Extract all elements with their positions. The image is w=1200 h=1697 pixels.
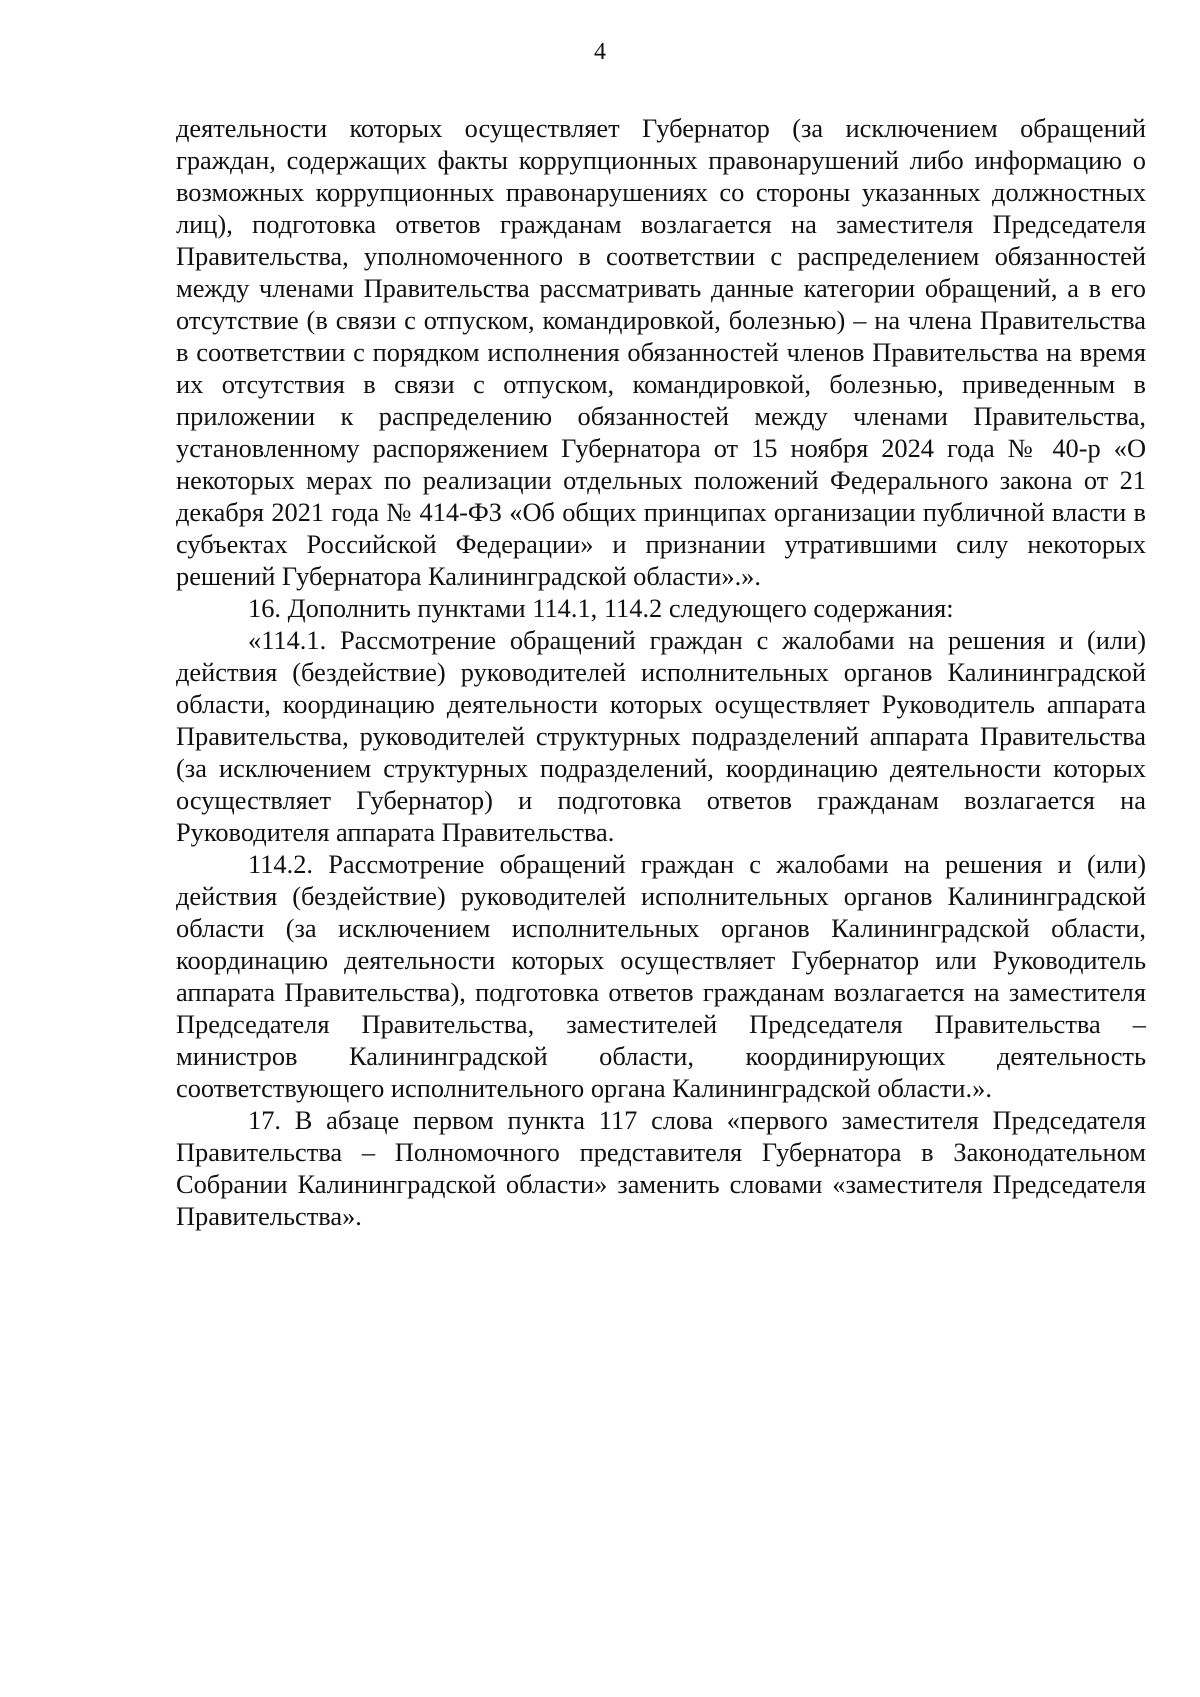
page-number: 4	[594, 39, 606, 65]
document-body	[176, 112, 1146, 1232]
paragraph-item-114-1: «114.1. Рассмотрение обращений граждан с жалобами на решения и (или) действия (бездействие) руководителей исполнительных органов Калининградской области, координацию деятельности которых осуществляет Руководитель аппарата Правительства, руководителей структурных подразделений аппарата Правительства (за исключением структурных подразделений, координацию деятельности которых осуществляет Губернатор) и подготовка ответов гражданам возлагается на Руководителя аппарата Правительства.	[176, 625, 1146, 847]
paragraph-item-16: 16. Дополнить пунктами 114.1, 114.2 следующего содержания:	[248, 593, 954, 623]
paragraph-item-114-2: 114.2. Рассмотрение обращений граждан с жалобами на решения и (или) действия (бездействие) руководителей исполнительных органов Калининградской области (за исключением исполнительных органов Калининградской области, координацию деятельности которых осуществляет Губернатор или Руководитель аппарата Правительства), подготовка ответов гражданам возлагается на заместителя Председателя Правительства, заместителей Председателя Правительства – министров Калининградской области, координирующих деятельность соответствующего исполнительного органа Калининградской области.».	[176, 849, 1146, 1103]
paragraph-item-17: 17. В абзаце первом пункта 117 слова «первого заместителя Председателя Правительства – Полномочного представителя Губернатора в Законодательном Собрании Калининградской области» заменить словами «заместителя Председателя Правительства».	[176, 1105, 1146, 1231]
paragraph-continuation: деятельности которых осуществляет Губернатор (за исключением обращений граждан, содержащих факты коррупционных правонарушений либо информацию о возможных коррупционных правонарушениях со стороны указанных должностных лиц), подготовка ответов гражданам возлагается на заместителя Председателя Правительства, уполномоченного в соответствии с распределением обязанностей между членами Правительства рассматривать данные категории обращений, а в его отсутствие (в связи с отпуском, командировкой, болезнью) – на члена Правительства в соответствии с порядком исполнения обязанностей членов Правительства на время их отсутствия в связи с отпуском, командировкой, болезнью, приведенным в приложении к распределению обязанностей между членами Правительства, установленному распоряжением Губернатора от 15 ноября 2024 года № 40-р «О некоторых мерах по реализации отдельных положений Федерального закона от 21 декабря 2021 года № 414-ФЗ «Об общих принципах организации публичной власти в субъектах Российской Федерации» и признании утратившими силу некоторых решений Губернатора Калининградской области».».	[176, 113, 1146, 591]
